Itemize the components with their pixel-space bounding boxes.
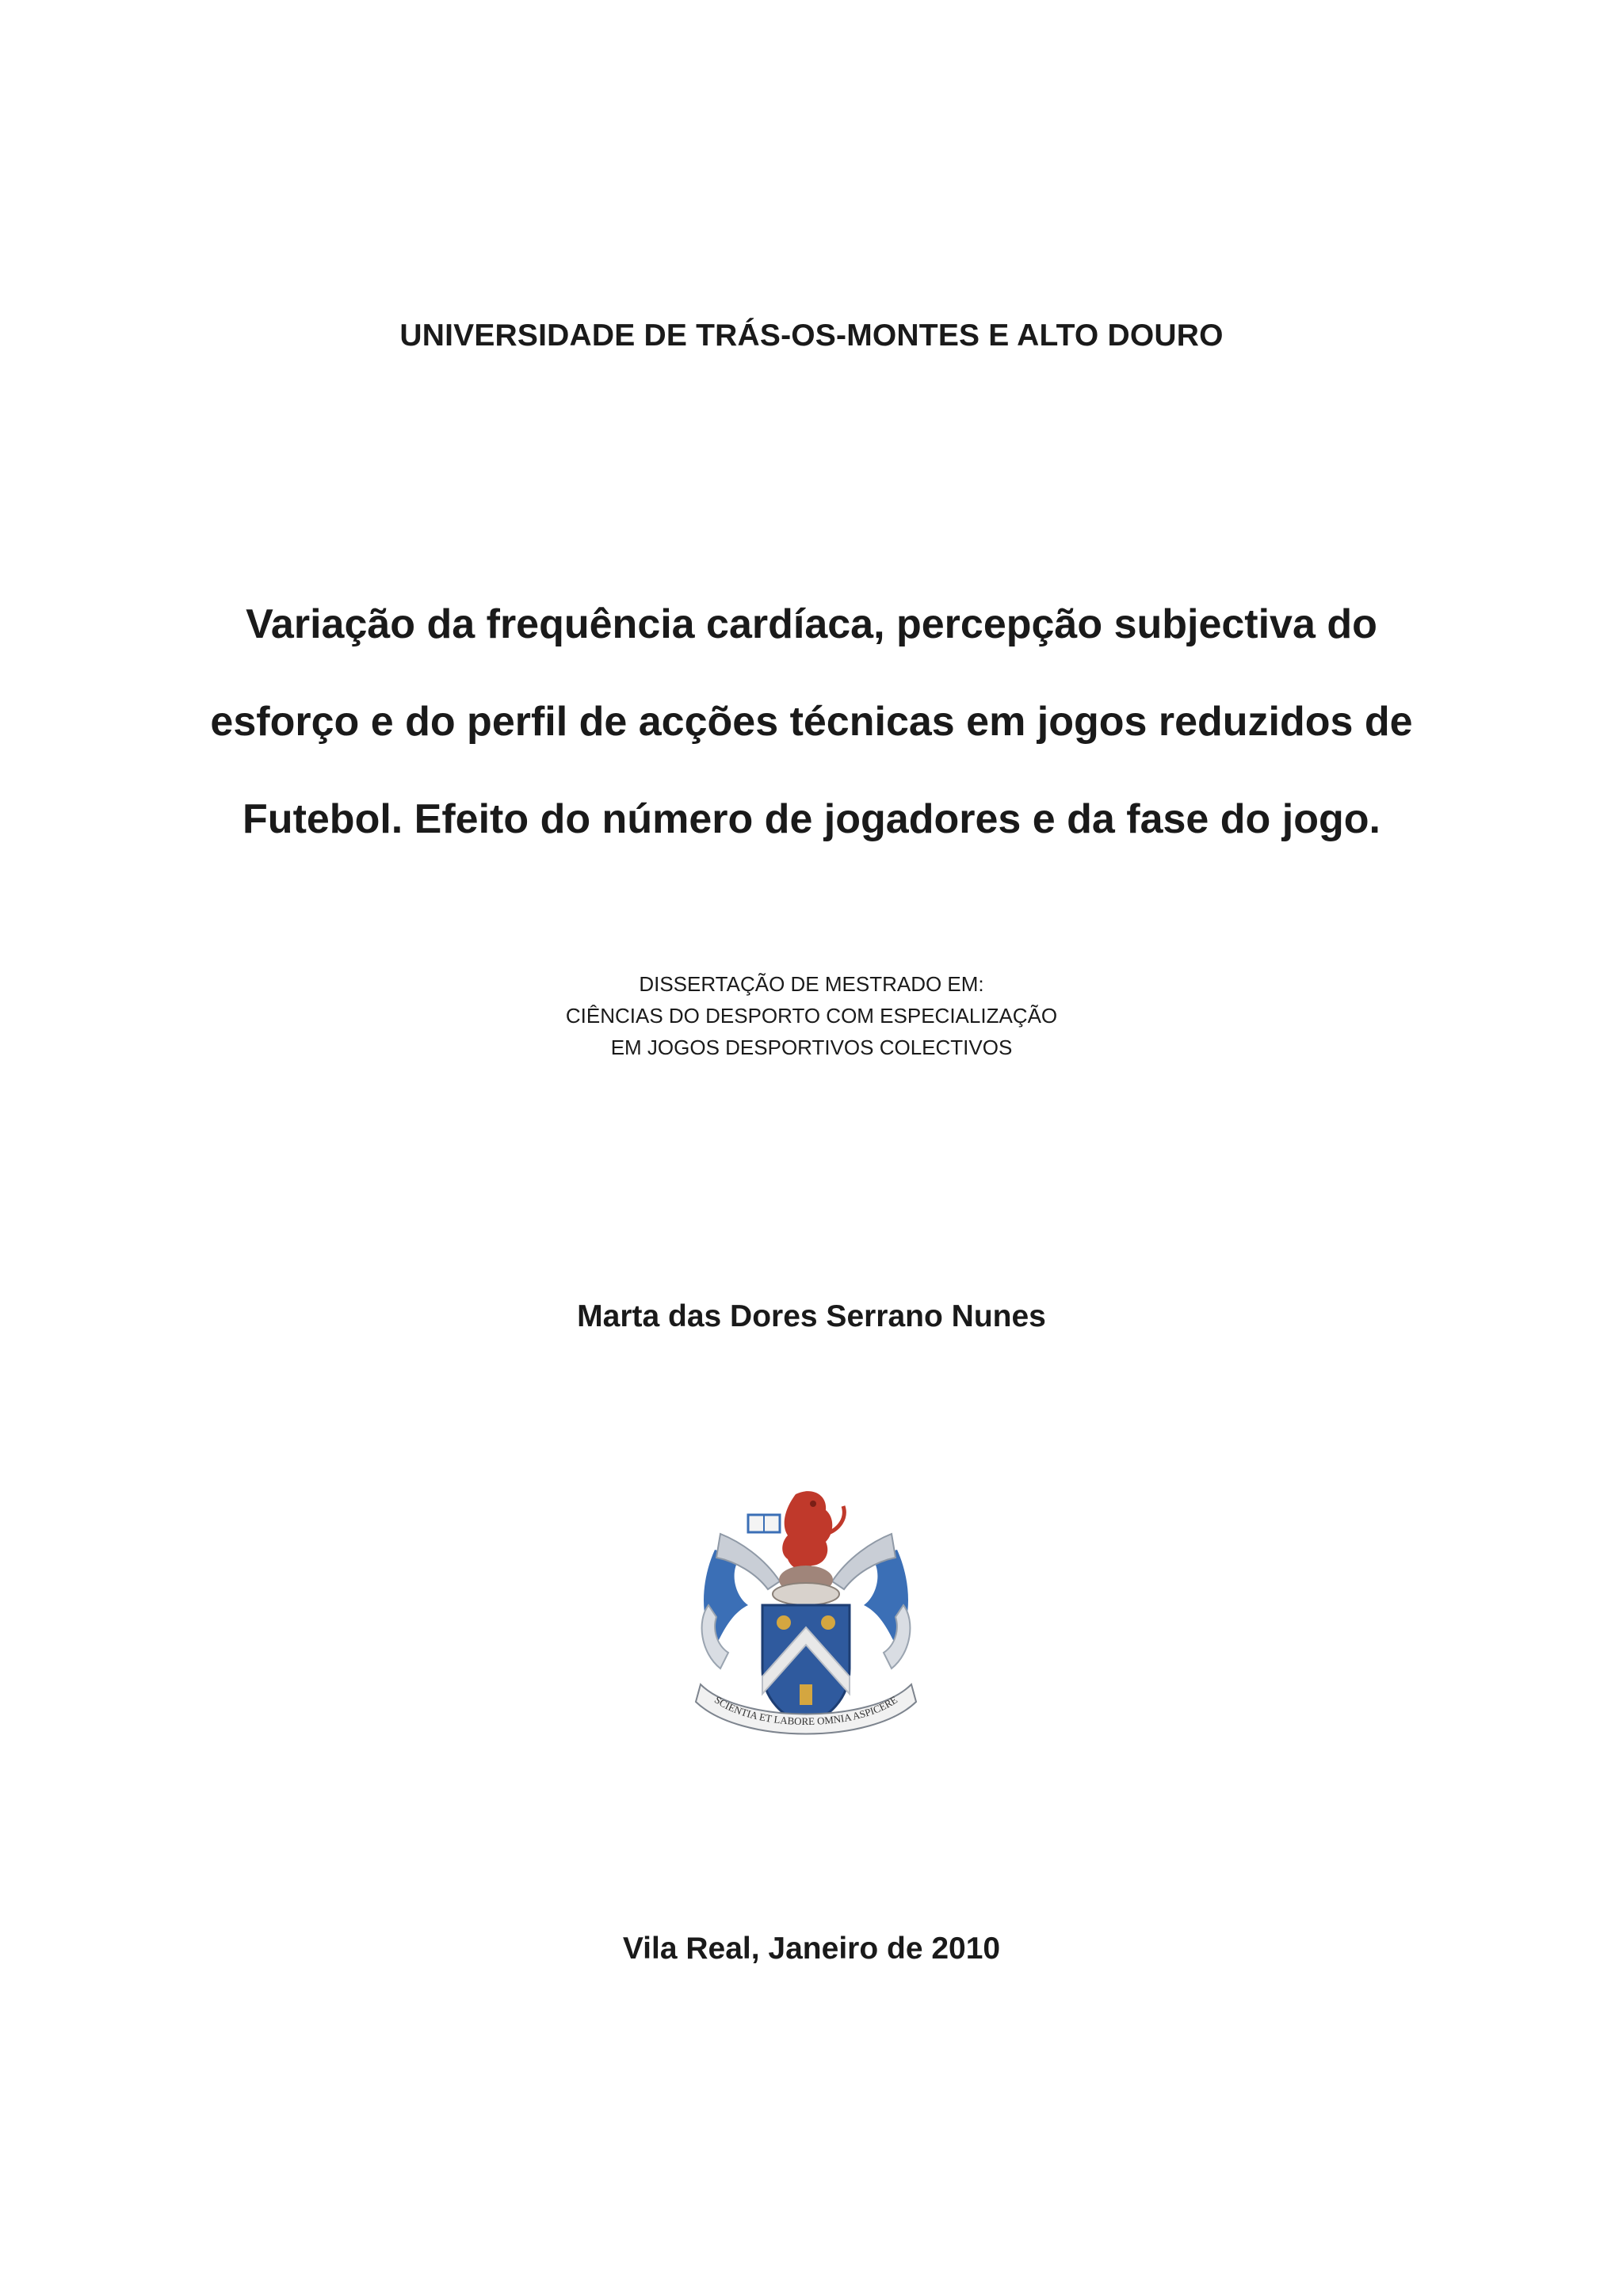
university-crest-icon [693, 1486, 919, 1749]
degree-line: DISSERTAÇÃO DE MESTRADO EM: [639, 972, 984, 996]
university-name: UNIVERSIDADE DE TRÁS-OS-MONTES E ALTO DOURO [399, 318, 1224, 353]
place-and-date: Vila Real, Janeiro de 2010 [622, 1932, 1001, 1966]
thesis-title [143, 601, 1480, 893]
crest-motto: SCIENTIA ET LABORE OMNIA ASPICERE [712, 1693, 900, 1728]
degree-line: CIÊNCIAS DO DESPORTO COM ESPECIALIZAÇÃO [565, 1004, 1058, 1028]
degree-line: EM JOGOS DESPORTIVOS COLECTIVOS [610, 1035, 1013, 1059]
thesis-title-line: esforço e do perfil de acções técnicas em jogos reduzidos de [210, 699, 1413, 745]
thesis-title-line: Futebol. Efeito do número de jogadores e da fase do jogo. [242, 796, 1381, 842]
degree-description [0, 968, 1623, 1063]
author-name: Marta das Dores Serrano Nunes [577, 1299, 1046, 1333]
thesis-title-line: Variação da frequência cardíaca, percepção subjectiva do [246, 601, 1377, 647]
